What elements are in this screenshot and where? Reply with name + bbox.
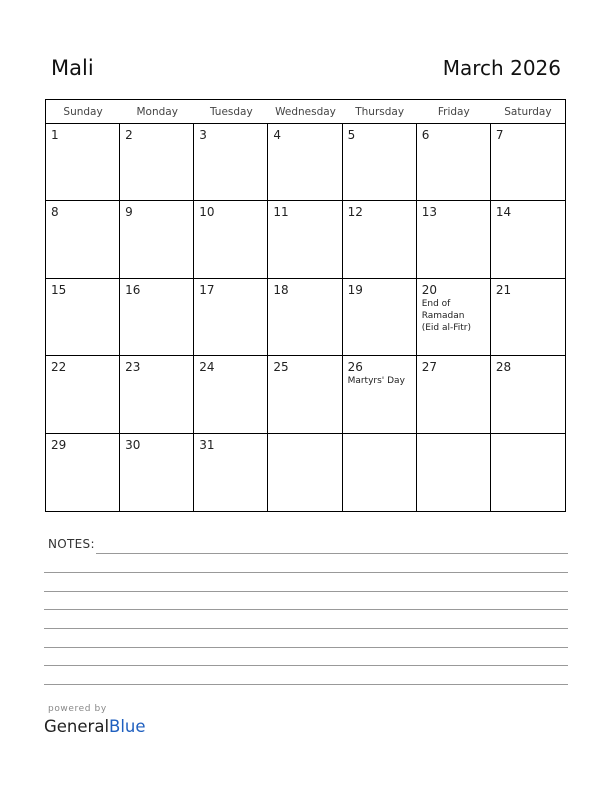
day-cell [46,434,120,511]
day-number: 23 [125,360,141,375]
calendar-grid [45,99,566,512]
day-number: 11 [273,205,289,220]
note-line [96,553,568,554]
powered-by-text: powered by [48,704,107,714]
brand-general: General [44,717,110,736]
weekday-tuesday: Tuesday [209,106,253,118]
day-number: 20 [421,282,437,297]
day-number: 15 [51,282,67,297]
holiday-event: Martyrs' Day [347,376,405,387]
holiday-event: End of Ramadan (Eid al-Fitr) [421,298,472,333]
day-number: 3 [199,128,207,142]
note-line [44,647,568,648]
day-number: 26 [347,360,363,375]
day-cell [268,279,342,356]
day-cell [268,124,342,201]
note-line [44,684,568,685]
day-number: 5 [347,128,356,142]
day-cell [343,279,417,356]
weekday-thursday: Thursday [355,106,405,118]
weekday-friday: Friday [437,106,470,118]
day-cell [417,434,491,511]
day-number: 28 [495,360,512,375]
day-cell [120,356,194,433]
day-cell [268,434,342,511]
day-cell [491,201,565,278]
day-number: 14 [495,205,512,220]
day-cell [194,434,268,511]
day-cell [343,434,417,511]
day-cell [343,124,417,201]
day-number: 29 [51,437,67,452]
notes-label: NOTES: [48,537,95,551]
day-number: 2 [125,128,133,142]
day-cell [491,356,565,433]
day-number: 6 [421,128,430,142]
day-cell [120,279,194,356]
day-number: 21 [495,282,512,297]
day-number: 7 [495,128,504,142]
day-number: 16 [125,282,141,297]
day-cell [194,279,268,356]
day-number: 1 [51,128,59,142]
day-cell [120,201,194,278]
day-number: 19 [347,282,363,297]
month-year-title: March 2026 [442,56,561,80]
day-cell [491,434,565,511]
day-cell [46,201,120,278]
note-line [44,665,568,666]
day-number: 18 [273,282,289,297]
day-cell [194,356,268,433]
weekday-monday: Monday [136,106,178,118]
day-cell [417,279,491,356]
day-number: 13 [421,205,437,220]
note-line [44,628,568,629]
day-number: 12 [347,205,363,220]
day-cell [194,124,268,201]
day-number: 17 [199,282,215,297]
brand-blue: Blue [109,717,146,736]
day-cell [491,279,565,356]
day-cell [120,124,194,201]
note-line [44,609,568,610]
weekday-wednesday: Wednesday [275,106,336,118]
day-number: 25 [273,360,289,375]
day-number: 22 [51,360,67,375]
day-cell [343,356,417,433]
weeks-grid [46,124,565,511]
day-cell [491,124,565,201]
day-cell [417,124,491,201]
day-number: 10 [199,205,215,220]
day-number: 31 [199,437,215,452]
weekday-sunday: Sunday [63,106,103,118]
day-cell [120,434,194,511]
weekday-header-row [46,100,565,124]
note-line [44,591,568,592]
day-number: 4 [273,128,282,142]
day-number: 30 [125,437,141,452]
day-cell [46,279,120,356]
day-cell [417,201,491,278]
day-cell [46,124,120,201]
day-cell [268,356,342,433]
day-number: 8 [51,205,59,220]
country-title: Mali [51,56,94,80]
day-number: 9 [125,205,133,220]
day-cell [194,201,268,278]
day-number: 24 [199,360,215,375]
day-number: 27 [421,360,437,375]
note-line [44,572,568,573]
day-cell [343,201,417,278]
day-cell [268,201,342,278]
day-cell [417,356,491,433]
weekday-saturday: Saturday [504,106,552,118]
day-cell [46,356,120,433]
generalblue-logo [44,717,146,736]
